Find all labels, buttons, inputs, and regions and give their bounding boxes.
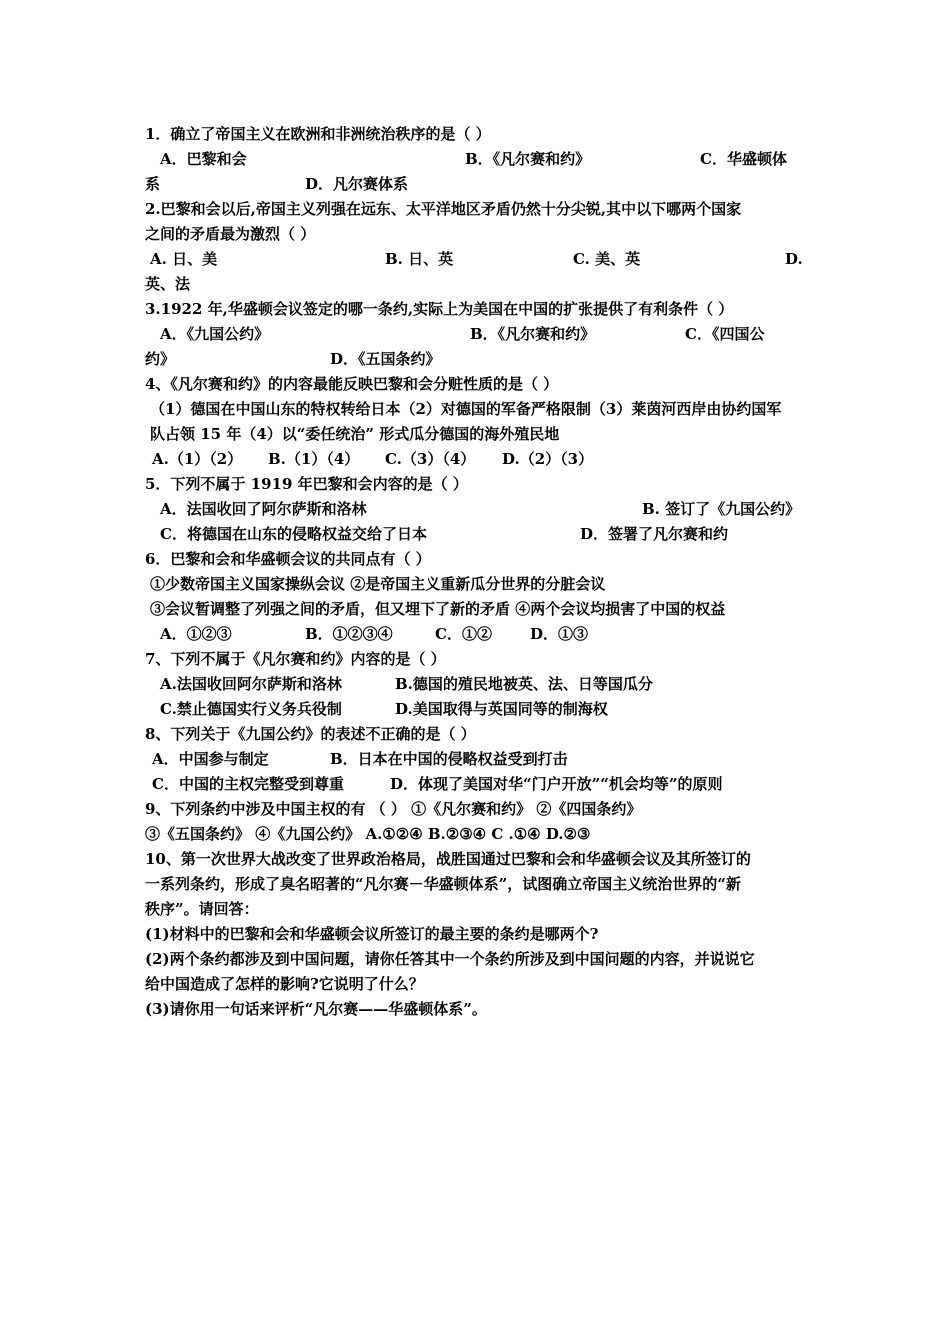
q7-option-b: B.德国的殖民地被英、法、日等国瓜分 [395,675,653,693]
q2-stem-1: 2.巴黎和会以后,帝国主义列强在远东、太平洋地区矛盾仍然十分尖锐,其中以下哪两个国家 [145,200,742,218]
q10-stem-1: 10、第一次世界大战改变了世界政治格局，战胜国通过巴黎和会和华盛顿会议及其所签订的 [145,850,751,868]
q8-stem: 8、下列关于《九国公约》的表述不正确的是（ ） [145,725,476,743]
q10-part-2a: (2)两个条约都涉及到中国问题，请你任答其中一个条约所涉及到中国问题的内容，并说说它 [145,950,755,968]
q8-option-c: C．中国的主权完整受到尊重 [152,775,344,793]
q2-option-c: C. 美、英 [573,250,641,268]
q10-part-1: (1)材料中的巴黎和会和华盛顿会议所签订的最主要的条约是哪两个? [145,925,599,943]
q2-option-d-cont: 英、法 [145,275,191,293]
q1-option-a: A．巴黎和会 [160,150,247,168]
q8-options-2 [145,772,810,797]
q3-options-cont [145,347,810,372]
q7-stem: 7、下列不属于《凡尔赛和约》内容的是（ ） [145,650,446,668]
q5-options-1 [145,497,810,522]
q1-option-c: C．华盛顿体 [700,150,787,168]
q6-options [145,622,810,647]
q2-option-a: A. 日、美 [150,250,218,268]
q3-option-b: B．《凡尔赛和约》 [470,325,596,343]
q5-option-b: B. 签订了《九国公约》 [642,500,801,518]
q6-option-c: C．①② [435,625,492,643]
q7-options-2 [145,697,810,722]
q6-option-a: A．①②③ [160,625,232,643]
q3-options [145,322,810,347]
q10-part-3: (3)请你用一句话来评析“凡尔赛——华盛顿体系”。 [145,1000,487,1018]
q10-stem-2: 一系列条约，形成了臭名昭著的“凡尔赛－华盛顿体系”，试图确立帝国主义统治世界的“新 [145,875,741,893]
q8-options-1 [145,747,810,772]
q1-options-cont [145,172,810,197]
q2-option-b: B. 日、英 [385,250,454,268]
q3-option-c: C．《四国公 [685,325,765,343]
worksheet [145,122,810,1022]
q6-stem: 6．巴黎和会和华盛顿会议的共同点有（ ） [145,550,431,568]
q1-option-d: D．凡尔赛体系 [305,175,409,193]
q1-options [145,147,810,172]
q4-option-d: D.（2）（3） [502,450,594,468]
q4-option-a: A.（1）（2） [152,450,243,468]
q6-statements-1: ①少数帝国主义国家操纵会议 ②是帝国主义重新瓜分世界的分脏会议 [150,575,606,593]
q10-stem-3: 秩序”。请回答： [145,900,259,918]
q1-stem: 1．确立了帝国主义在欧洲和非洲统治秩序的是（ ） [145,125,491,143]
q6-option-b: B．①②③④ [305,625,393,643]
q7-option-a: A.法国收回阿尔萨斯和洛林 [160,675,342,693]
q5-stem: 5．下列不属于 1919 年巴黎和会内容的是（ ） [145,475,468,493]
q1-option-b: B．《凡尔赛和约》 [465,150,591,168]
q4-option-c: C.（3）（4） [385,450,476,468]
q6-option-d: D．①③ [530,625,589,643]
q4-option-b: B.（1）（4） [268,450,360,468]
q7-options-1 [145,672,810,697]
q6-statements-2: ③会议暂调整了列强之间的矛盾，但又埋下了新的矛盾 ④两个会议均损害了中国的权益 [150,600,726,618]
q2-stem-2: 之间的矛盾最为激烈（ ） [145,225,316,243]
q4-detail-1: （1）德国在中国山东的特权转给日本（2）对德国的军备严格限制（3）莱茵河西岸由协约国军 [150,400,782,418]
q1-option-c-cont: 系 [145,175,161,193]
q9-stem: 9、下列条约中涉及中国主权的有 （ ） ①《凡尔赛和约》 ②《四国条约》 [145,800,642,818]
q8-option-d: D．体现了美国对华“门户开放”“机会均等”的原则 [390,775,723,793]
q4-detail-2: 队占领 15 年（4）以“委任统治” 形式瓜分德国的海外殖民地 [150,425,560,443]
q4-stem: 4、《凡尔赛和约》的内容最能反映巴黎和会分赃性质的是（ ） [145,375,559,393]
q10-part-2b: 给中国造成了怎样的影响?它说明了什么？ [145,975,424,993]
q5-option-c: C．将德国在山东的侵略权益交给了日本 [160,525,427,543]
q5-option-d: D．签署了凡尔赛和约 [580,525,729,543]
q3-option-a: A．《九国公约》 [160,325,270,343]
q8-option-a: A．中国参与制定 [152,750,269,768]
q2-options [145,247,810,272]
q7-option-c: C.禁止德国实行义务兵役制 [160,700,342,718]
q2-option-d: D. [785,250,803,268]
q9-options: ③《五国条约》 ④《九国公约》 A.①②④ B.②③④ C .①④ D.②③ [145,825,591,843]
q8-option-b: B．日本在中国的侵略权益受到打击 [330,750,568,768]
q7-option-d: D.美国取得与英国同等的制海权 [395,700,608,718]
q5-options-2 [145,522,810,547]
q3-option-c-cont: 约》 [145,350,176,368]
q4-options [145,447,810,472]
q5-option-a: A．法国收回了阿尔萨斯和洛林 [160,500,367,518]
q3-option-d: D．《五国条约》 [330,350,441,368]
q3-stem: 3.1922 年,华盛顿会议签定的哪一条约,实际上为美国在中国的扩张提供了有利条件（ ） [145,300,734,318]
